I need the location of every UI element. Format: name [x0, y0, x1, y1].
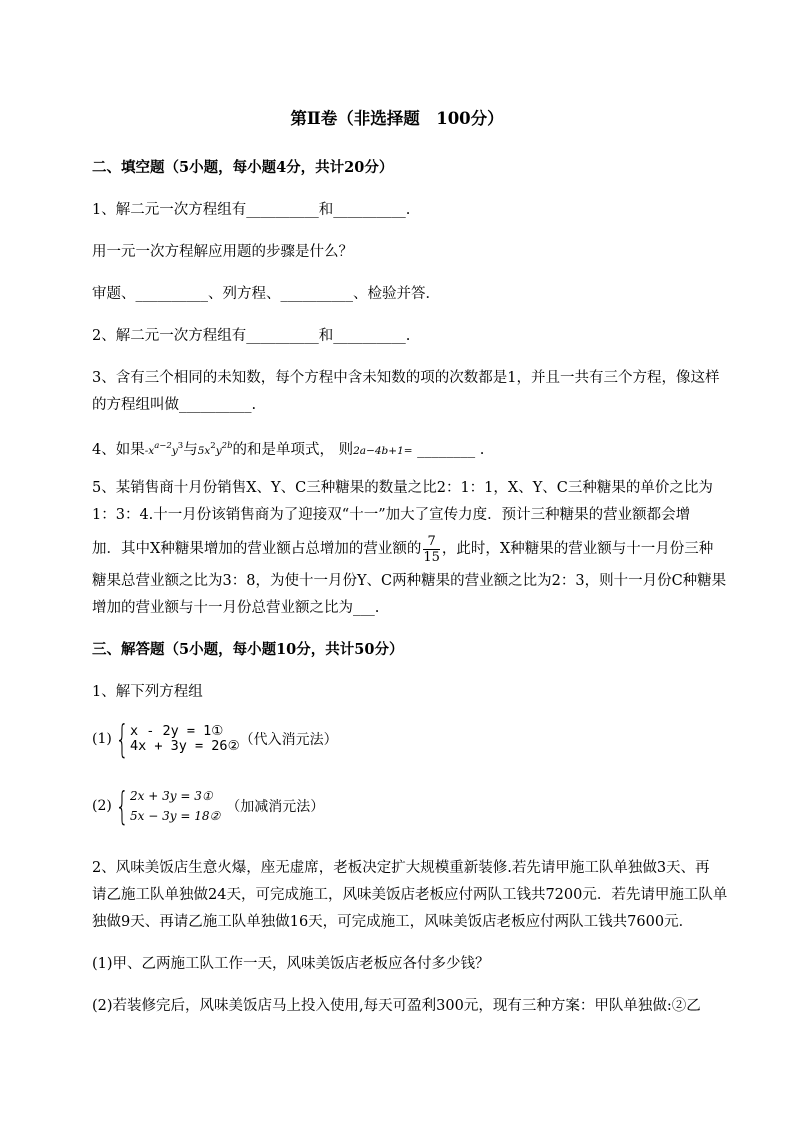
equation-system-2: [92, 786, 324, 826]
q5-fraction: [423, 534, 440, 565]
q4-term1-y: y: [171, 445, 178, 457]
fill-question-2: 2、解二元一次方程组有__________和__________.: [92, 328, 411, 344]
section3-header: 三、解答题（5小题，每小题10分，共计50分）: [92, 641, 404, 658]
system-2-equation-2: 5x − 3y = 18②: [130, 809, 221, 823]
solve-question-1: 1、解下列方程组: [92, 684, 203, 700]
left-brace-icon: {: [115, 717, 129, 761]
fill-question-1-steps: 审题、__________、列方程、__________、检验并答．: [92, 286, 440, 302]
solve-question-2-line3: 独做9天、再请乙施工队单独做16天，可完成施工，风味美饭店老板应付两队工钱共7600元．: [92, 914, 694, 930]
q4-term2-exp: 2: [210, 441, 216, 451]
equation-system-1: [92, 717, 338, 761]
q5-fraction-denominator: 15: [423, 549, 440, 565]
q4-term1-exp: a−2: [154, 441, 172, 451]
system-2-note: （加减消元法）: [226, 799, 325, 815]
solve-question-2-part2: (2)若装修完后，风味美饭店马上投入使用,每天可盈利300元，现有三种方案：甲队单独做:②乙: [92, 998, 701, 1014]
solve-question-2-line1: 2、风味美饭店生意火爆，座无虚席，老板决定扩大规模重新装修.若先请甲施工队单独做3天、再: [92, 860, 710, 876]
fill-question-1: 1、解二元一次方程组有__________和__________.: [92, 202, 411, 218]
page-title: 第Ⅱ卷（非选择题 100分）: [290, 109, 504, 128]
system-1-equation-2: 4x + 3y = 26②: [130, 738, 240, 754]
solve-question-2-part1: (1)甲、乙两施工队工作一天，风味美饭店老板应各付多少钱？: [92, 956, 490, 972]
system-2-equation-1: 2x + 3y = 3①: [130, 789, 213, 803]
fill-question-3-line2: 的方程组叫做__________.: [92, 397, 257, 413]
fill-question-4: [92, 436, 484, 461]
q4-term1-base: -x: [144, 445, 155, 457]
fill-question-5-line2: 1：3：4.十一月份该销售商为了迎接双“十一”加大了宣传力度．预计三种糖果的营业额都会增: [92, 507, 691, 523]
section2-header: 二、填空题（5小题，每小题4分，共计20分）: [92, 159, 394, 176]
q4-expression: 2a−4b+1=: [353, 445, 413, 457]
q4-prefix: 4、如果: [92, 442, 145, 458]
system-1-note: （代入消元法）: [239, 732, 338, 748]
q5-line3-suffix: ，此时，X种糖果的营业额与十一月份三种: [441, 541, 714, 557]
q4-mid2: 的和是单项式， 则: [232, 442, 354, 458]
q5-line3-prefix: 加．其中X种糖果增加的营业额占总增加的营业额的: [92, 541, 422, 557]
left-brace-icon: {: [115, 784, 129, 828]
system-1-equations: [130, 724, 240, 754]
q4-blank: ________ .: [412, 442, 485, 458]
fill-question-5-line5: 增加的营业额与十一月份总营业额之比为___.: [92, 600, 380, 616]
fill-question-3-line1: 3、含有三个相同的未知数，每个方程中含未知数的项的次数都是1，并且一共有三个方程，像这样: [92, 370, 720, 386]
q4-term1-yexp: 3: [177, 441, 184, 451]
system-1-label: (1): [92, 731, 112, 747]
fill-question-5-line3: [92, 532, 713, 566]
q4-term2-y: y: [215, 445, 222, 457]
q5-fraction-numerator: 7: [423, 534, 440, 550]
q4-term2-yexp: 2b: [221, 441, 233, 451]
system-2-label: (2): [92, 798, 112, 814]
fill-question-1-subquestion: 用一元一次方程解应用题的步骤是什么？: [92, 244, 353, 260]
system-2-equations: [130, 786, 220, 826]
q4-term2-base: 5x: [197, 445, 211, 457]
fill-question-5-line1: 5、某销售商十月份销售X、Y、C三种糖果的数量之比2：1：1，X、Y、C三种糖果的单价之比为: [92, 480, 713, 496]
solve-question-2-line2: 请乙施工队单独做24天，可完成施工，风味美饭店老板应付两队工钱共7200元．若先请甲施工队单: [92, 887, 728, 903]
fill-question-5-line4: 糖果总营业额之比为3：8，为使十一月份Y、C两种糖果的营业额之比为2：3，则十一月份C种糖果: [92, 573, 727, 589]
q4-mid: 与: [183, 442, 198, 458]
system-1-equation-1: x - 2y = 1①: [130, 723, 224, 739]
